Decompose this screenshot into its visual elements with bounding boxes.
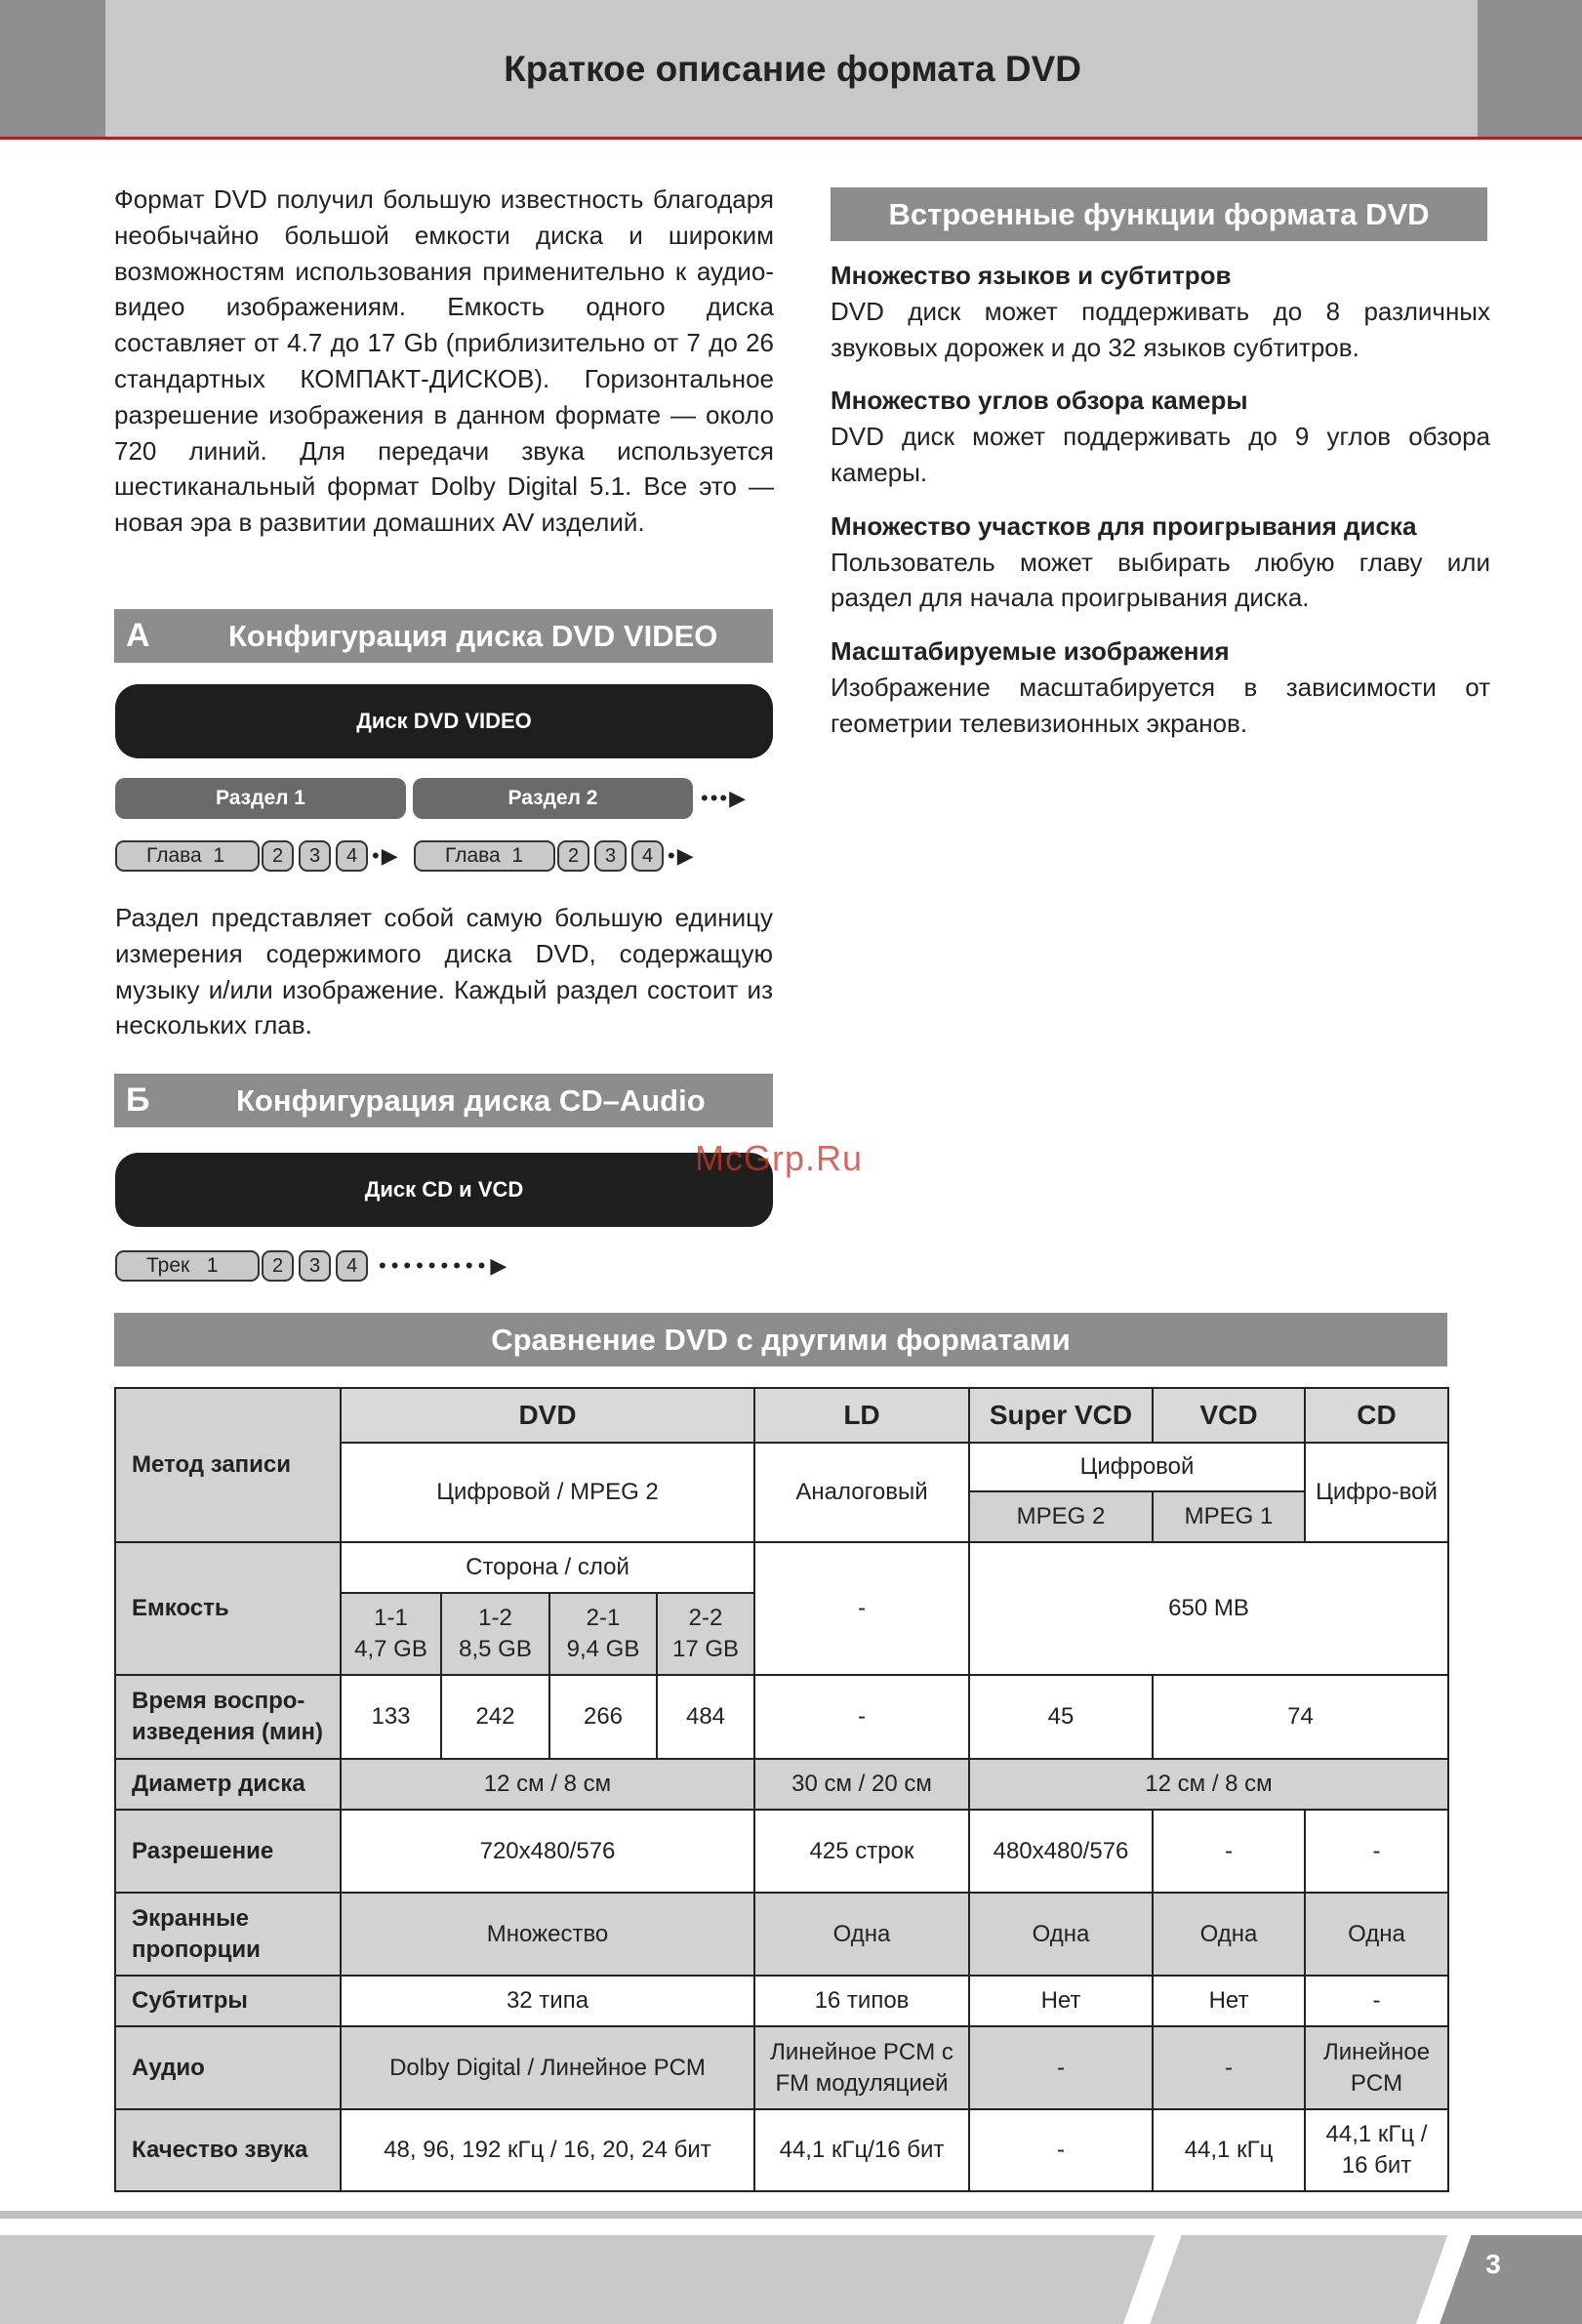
row-label-aspect: Экранные пропорции bbox=[115, 1893, 341, 1976]
header-svcd: Super VCD bbox=[969, 1388, 1153, 1443]
chapters-continuation-arrow: •▶ bbox=[372, 843, 400, 868]
header-divider bbox=[0, 137, 1582, 140]
header-vcd: VCD bbox=[1153, 1388, 1305, 1443]
cell-quality-ld: 44,1 кГц/16 бит bbox=[754, 2109, 969, 2191]
row-label-audio: Аудио bbox=[115, 2026, 341, 2109]
cell-capacity-dvd: 2-2 17 GB bbox=[657, 1593, 754, 1675]
comparison-title: Сравнение DVD с другими форматами bbox=[491, 1323, 1071, 1357]
feature-heading: Множество языков и субтитров bbox=[831, 261, 1232, 290]
cell-subtitles-dvd: 32 типа bbox=[341, 1976, 754, 2026]
cell-aspect-vcd: Одна bbox=[1153, 1893, 1305, 1976]
comparison-title-bar bbox=[114, 1313, 1447, 1366]
cell-aspect-ld: Одна bbox=[754, 1893, 969, 1976]
cell-resolution-svcd: 480x480/576 bbox=[969, 1810, 1153, 1893]
part-1-pill: Раздел 1 bbox=[115, 778, 406, 819]
cell-audio-ld: Линейное PCM с FM модуляцией bbox=[754, 2026, 969, 2109]
track-number: 4 bbox=[336, 1250, 368, 1282]
cell-recording-cd: Цифро-вой bbox=[1305, 1443, 1448, 1542]
track-number: 3 bbox=[299, 1250, 331, 1282]
chapter-number: 1 bbox=[511, 844, 524, 867]
feature-text: Пользователь может выбирать любую главу или раздел для начала проигрывания диска. bbox=[831, 547, 1490, 613]
chapters-continuation-arrow: •▶ bbox=[668, 843, 696, 868]
cell-capacity-dvd: 2-1 9,4 GB bbox=[549, 1593, 657, 1675]
feature-item bbox=[831, 633, 1490, 741]
section-b-title: Конфигурация диска CD–Audio bbox=[236, 1083, 706, 1118]
cell-recording-svcd: MPEG 2 bbox=[969, 1491, 1153, 1542]
cell-audio-svcd: - bbox=[969, 2026, 1153, 2109]
section-a-description: Раздел представляет собой самую большую единицу измерения содержимого диска DVD, содержащую музыку и/или изображение. Каждый раздел состоит из нескольких глав. bbox=[115, 903, 773, 1040]
cell-quality-vcd: 44,1 кГц bbox=[1153, 2109, 1305, 2191]
cell-resolution-dvd: 720x480/576 bbox=[341, 1810, 754, 1893]
chapter-number: 4 bbox=[336, 840, 368, 872]
section-a-letter: А bbox=[126, 617, 150, 654]
cell-diameter-ld: 30 см / 20 см bbox=[754, 1759, 969, 1810]
comparison-table bbox=[114, 1387, 1449, 2192]
chapter-label: Глава bbox=[445, 844, 501, 867]
cell-capacity-dvd: 1-2 8,5 GB bbox=[441, 1593, 549, 1675]
cell-subtitles-ld: 16 типов bbox=[754, 1976, 969, 2026]
cell-subtitles-vcd: Нет bbox=[1153, 1976, 1305, 2026]
cell-audio-dvd: Dolby Digital / Линейное PCM bbox=[341, 2026, 754, 2109]
cell-capacity-dvd: 1-1 4,7 GB bbox=[341, 1593, 441, 1675]
header-left-block bbox=[0, 0, 105, 137]
dvd-disk-pill: Диск DVD VIDEO bbox=[115, 684, 773, 758]
cell-diameter-cds: 12 см / 8 см bbox=[969, 1759, 1448, 1810]
cell-quality-cd: 44,1 кГц / 16 бит bbox=[1305, 2109, 1448, 2191]
header-dvd: DVD bbox=[341, 1388, 754, 1443]
cell-recording-digital: Цифровой bbox=[969, 1443, 1305, 1491]
cell-playtime-dvd: 266 bbox=[549, 1675, 657, 1759]
header-right-block bbox=[1478, 0, 1582, 137]
cell-audio-vcd: - bbox=[1153, 2026, 1305, 2109]
header-cd: CD bbox=[1305, 1388, 1448, 1443]
cell-audio-cd: Линейное PCM bbox=[1305, 2026, 1448, 2109]
row-label-diameter: Диаметр диска bbox=[115, 1759, 341, 1810]
row-label-capacity: Емкость bbox=[115, 1542, 341, 1675]
footer-divider bbox=[0, 2211, 1582, 2219]
chapter-number: 2 bbox=[557, 840, 589, 872]
row-label-subtitles: Субтитры bbox=[115, 1976, 341, 2026]
cell-capacity-ld: - bbox=[754, 1542, 969, 1675]
cell-playtime-dvd: 242 bbox=[441, 1675, 549, 1759]
feature-heading: Множество участков для проигрывания диска bbox=[831, 510, 1417, 541]
page-title: Краткое описание формата DVD bbox=[504, 49, 1081, 89]
cell-playtime-dvd: 484 bbox=[657, 1675, 754, 1759]
track-group bbox=[115, 1250, 260, 1282]
header-ld: LD bbox=[754, 1388, 969, 1443]
chapter-number: 4 bbox=[631, 840, 664, 872]
cell-aspect-cd: Одна bbox=[1305, 1893, 1448, 1976]
cell-quality-dvd: 48, 96, 192 кГц / 16, 20, 24 бит bbox=[341, 2109, 754, 2191]
row-label-resolution: Разрешение bbox=[115, 1810, 341, 1893]
feature-text: DVD диск может поддерживать до 9 углов обзора камеры. bbox=[831, 422, 1490, 487]
features-bar bbox=[831, 187, 1487, 241]
feature-text: DVD диск может поддерживать до 8 различных звуковых дорожек и до 32 языков субтитров. bbox=[831, 296, 1490, 362]
page-number: 3 bbox=[1485, 2249, 1501, 2279]
row-label-recording: Метод записи bbox=[115, 1388, 341, 1542]
cell-recording-ld: Аналоговый bbox=[754, 1443, 969, 1542]
feature-text: Изображение масштабируется в зависимости от геометрии телевизионных экранов. bbox=[831, 672, 1490, 738]
cell-resolution-cd: - bbox=[1305, 1810, 1448, 1893]
chapter-number: 3 bbox=[594, 840, 627, 872]
cell-playtime-svcd: 45 bbox=[969, 1675, 1153, 1759]
section-a-title: Конфигурация диска DVD VIDEO bbox=[228, 619, 718, 653]
cell-diameter-dvd: 12 см / 8 см bbox=[341, 1759, 754, 1810]
chapter-group-1 bbox=[115, 840, 260, 872]
feature-item bbox=[831, 509, 1490, 616]
parts-continuation-arrow: •••▶ bbox=[701, 786, 749, 810]
features-list bbox=[831, 258, 1490, 742]
feature-heading: Множество углов обзора камеры bbox=[831, 386, 1248, 416]
track-number: 1 bbox=[206, 1254, 219, 1277]
cell-side-layer: Сторона / слой bbox=[341, 1542, 754, 1593]
cell-recording-dvd: Цифровой / MPEG 2 bbox=[341, 1443, 754, 1542]
feature-heading: Масштабируемые изображения bbox=[831, 636, 1230, 667]
chapter-number: 1 bbox=[213, 844, 225, 867]
cd-disk-pill: Диск CD и VCD bbox=[115, 1153, 773, 1227]
tracks-continuation-arrow: •••••••••▶ bbox=[379, 1253, 512, 1278]
feature-item bbox=[831, 383, 1490, 490]
row-label-playtime: Время воспро-изведения (мин) bbox=[115, 1675, 341, 1759]
watermark: McGrp.Ru bbox=[695, 1138, 864, 1178]
cell-playtime-dvd: 133 bbox=[341, 1675, 441, 1759]
track-number: 2 bbox=[262, 1250, 294, 1282]
cell-resolution-ld: 425 строк bbox=[754, 1810, 969, 1893]
part-2-pill: Раздел 2 bbox=[413, 778, 693, 819]
cell-recording-vcd: MPEG 1 bbox=[1153, 1491, 1305, 1542]
row-label-quality: Качество звука bbox=[115, 2109, 341, 2191]
section-a-bar bbox=[114, 609, 773, 663]
chapter-number: 3 bbox=[299, 840, 331, 872]
feature-item bbox=[831, 258, 1490, 365]
intro-paragraph: Формат DVD получил большую известность благодаря необычайно большой емкости диска и широким возможностям использования применительно к аудио- видео изображениям. Емкость одного диска составляет от 4.7 до 17 Gb (приблизительно от 7 до 26 стандартных КОМПАКТ-ДИСКОВ). Горизонтальное разрешение изображения в данном формате — около 720 линий. Для передачи звука используется шестиканальный формат Dolby Digital 5.1. Все это — новая эра в развитии домашних AV изделий. bbox=[114, 184, 774, 538]
cell-aspect-svcd: Одна bbox=[969, 1893, 1153, 1976]
cell-resolution-vcd: - bbox=[1153, 1810, 1305, 1893]
section-b-bar bbox=[114, 1074, 773, 1127]
cell-subtitles-svcd: Нет bbox=[969, 1976, 1153, 2026]
cell-capacity-cds: 650 MB bbox=[969, 1542, 1448, 1675]
chapter-number: 2 bbox=[262, 840, 294, 872]
cell-playtime-vcd-cd: 74 bbox=[1153, 1675, 1448, 1759]
chapter-group-2 bbox=[414, 840, 555, 872]
track-label: Трек bbox=[146, 1254, 190, 1277]
cell-aspect-dvd: Множество bbox=[341, 1893, 754, 1976]
features-title: Встроенные функции формата DVD bbox=[888, 197, 1430, 231]
cell-playtime-ld: - bbox=[754, 1675, 969, 1759]
cell-quality-svcd: - bbox=[969, 2109, 1153, 2191]
cell-subtitles-cd: - bbox=[1305, 1976, 1448, 2026]
chapter-label: Глава bbox=[146, 844, 202, 867]
section-b-letter: Б bbox=[126, 1081, 150, 1119]
